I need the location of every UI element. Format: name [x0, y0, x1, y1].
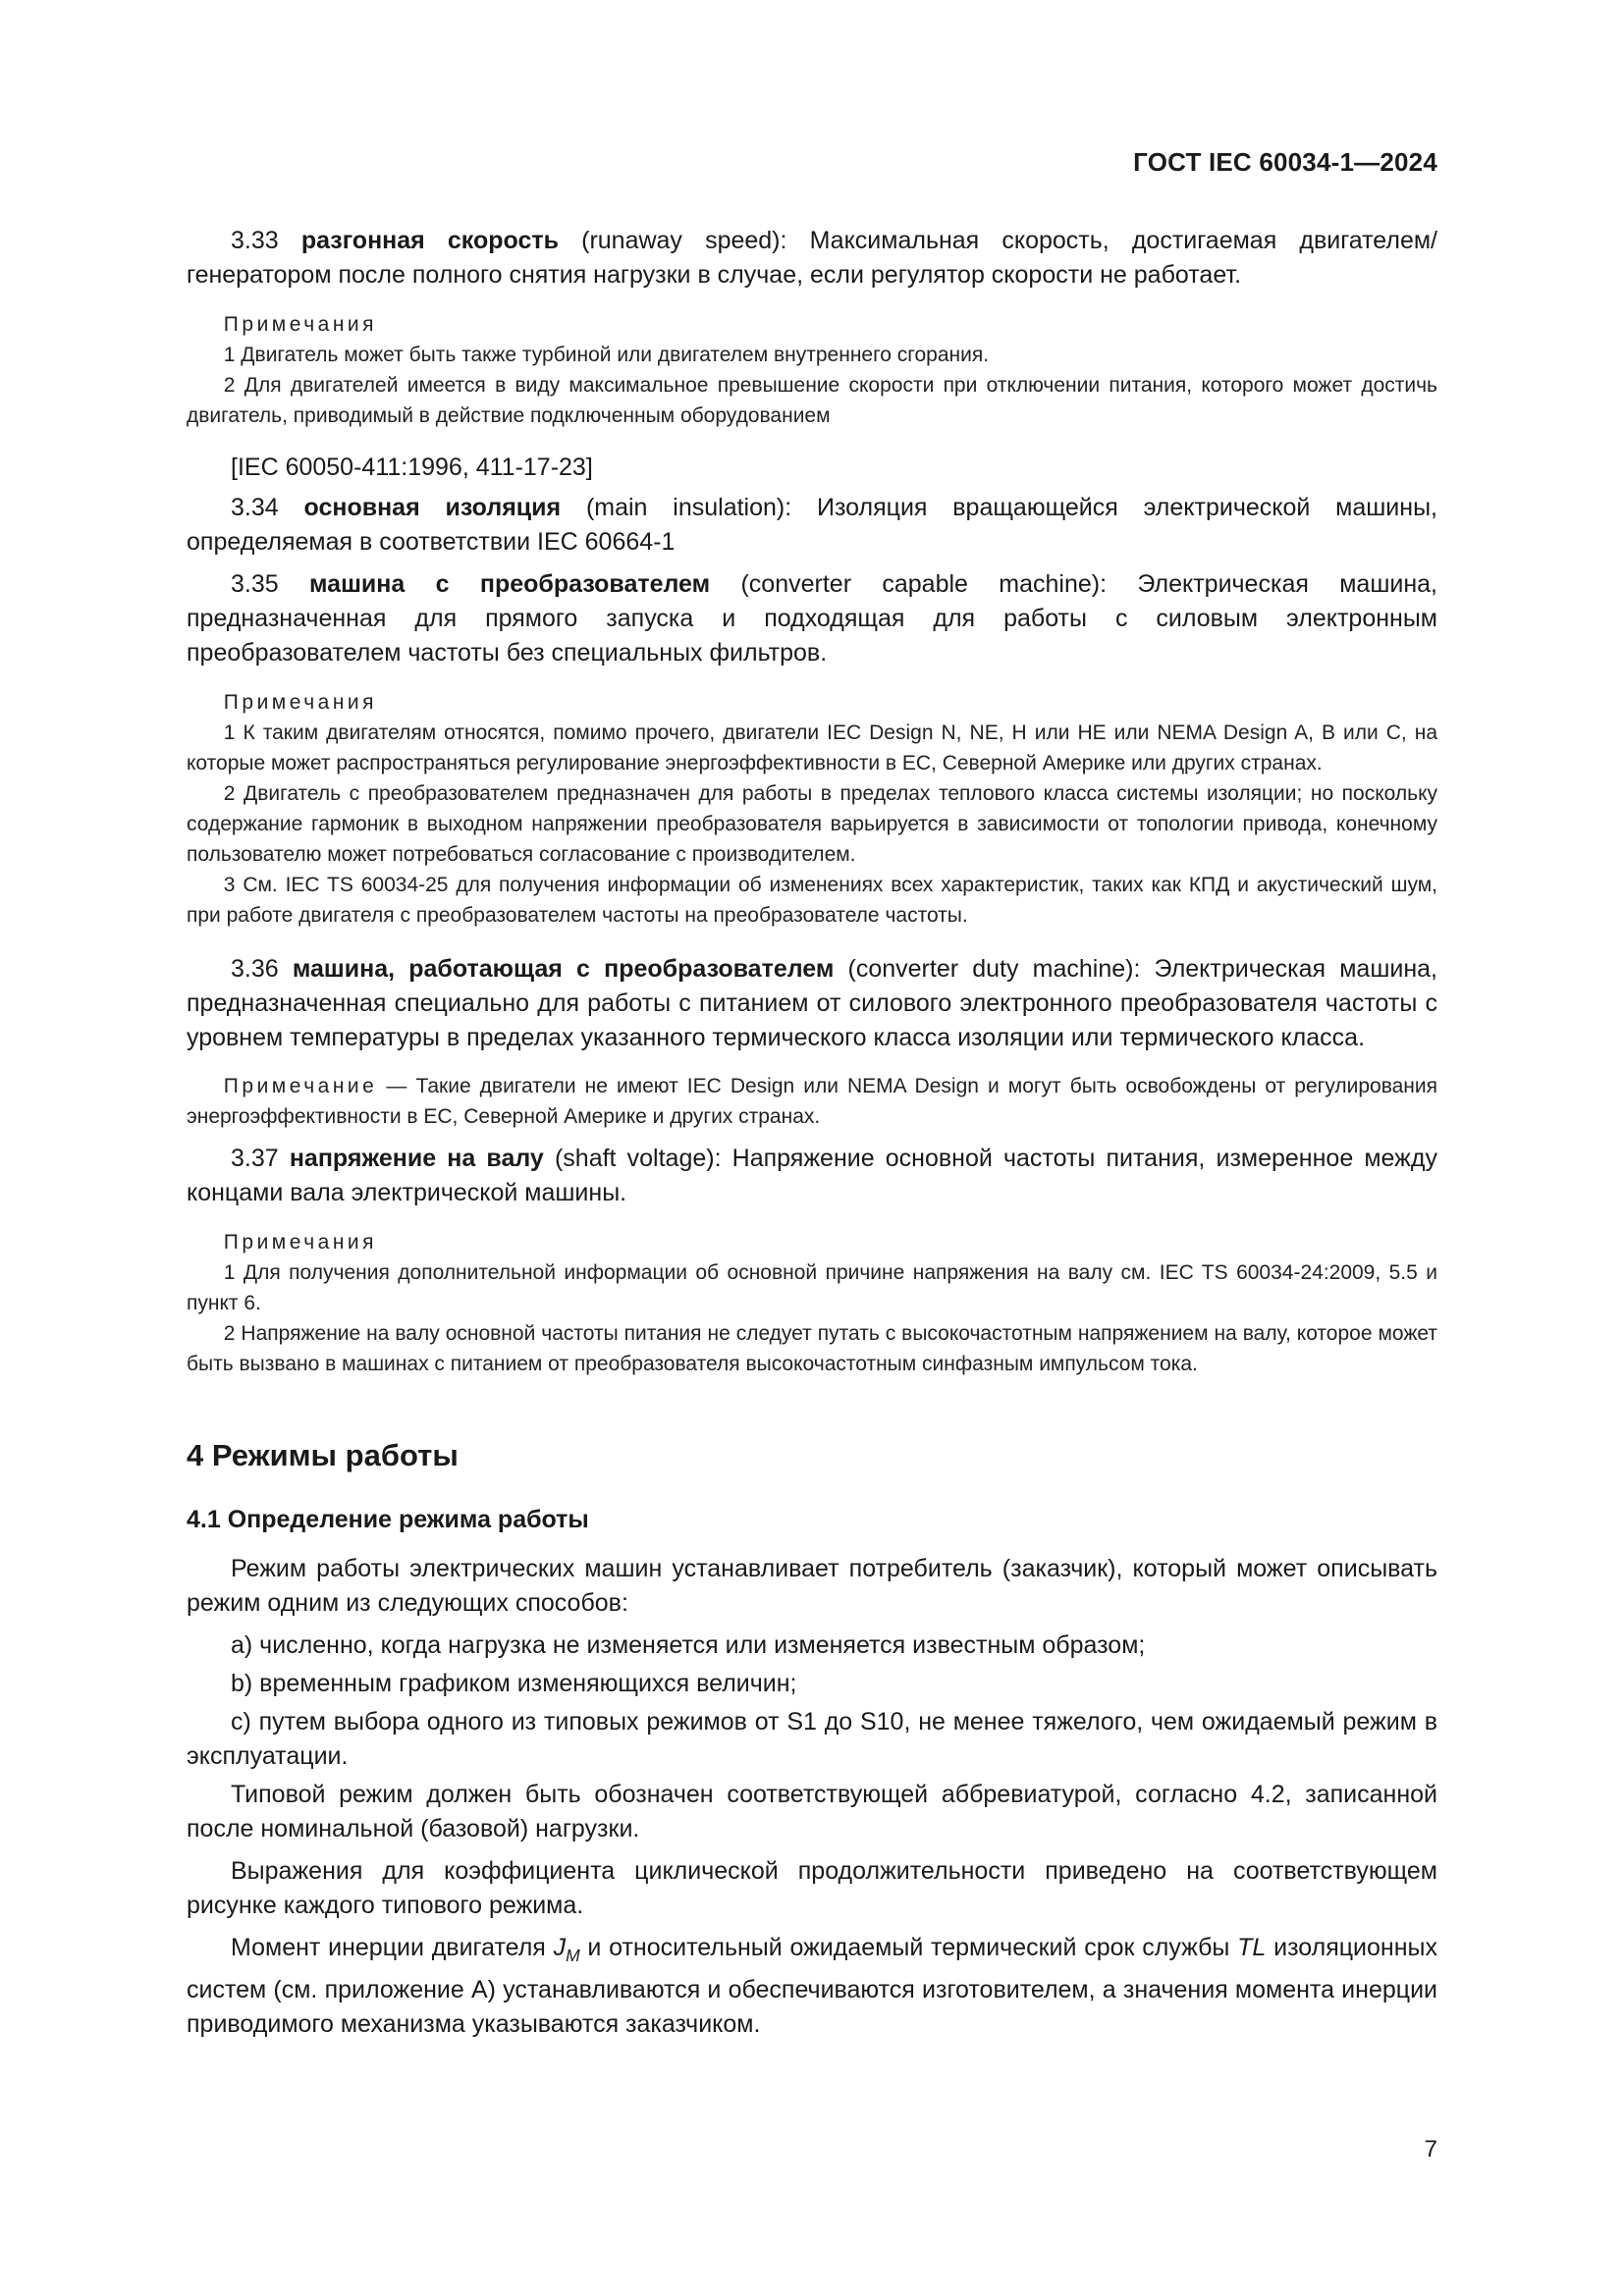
section-title: 4 Режимы работы — [187, 1438, 459, 1472]
term-name: машина, работающая с преобразователем — [292, 955, 835, 983]
note-item: 1 Двигатель может быть также турбиной или двигателем внутреннего сгорания. — [223, 344, 990, 366]
page-content — [187, 224, 1437, 2050]
reference: [IEC 60050-411:1996, 411-17-23] — [231, 454, 593, 481]
term-name: машина с преобразователем — [309, 570, 711, 598]
term-3-34: 3.34 основная изоляция (main insulation): Изоляция вращающейся электрической машины, определяемая в соответствии IEC 60664-1 — [187, 494, 1437, 556]
symbol-tl: TL — [1237, 1934, 1267, 1961]
note-item: 2 Для двигателей имеется в виду максимальное превышение скорости при отключении питания, которого может достичь двигатель, приводимый в действие подключенным оборудованием — [187, 374, 1437, 427]
body-paragraph: Выражения для коэффициента циклической продолжительности приведено на соответствующем рисунке каждого типового режима. — [187, 1857, 1437, 1919]
symbol-jm: $J_M$ — [553, 1934, 580, 1965]
term-3-33: 3.33 разгонная скорость (runaway speed): Максимальная скорость, достигаемая двигателем/генератором после полного снятия нагрузки в случае, если регулятор скорости не работает. — [187, 227, 1437, 289]
body-paragraph: Режим работы электрических машин устанавливает потребитель (заказчик), который может описывать режим одним из следующих способов: — [187, 1555, 1437, 1617]
note-label: Примечание — [223, 1075, 378, 1097]
note-item: 1 Для получения дополнительной информации об основной причине напряжения на валу см. IEC TS 60034-24:2009, 5.5 и пункт 6. — [187, 1261, 1437, 1314]
note-item: 2 Двигатель с преобразователем предназначен для работы в пределах теплового класса системы изоляции; но поскольку содержание гармоник в выходном напряжении преобразователя варьируется в зависимости от топологии привода, конечному пользователю может потребоваться согласование с производителем. — [187, 782, 1437, 866]
list-item: b) временным графиком изменяющихся величин; — [231, 1670, 797, 1697]
document-header: ГОСТ IEC 60034-1—2024 — [1133, 147, 1437, 177]
note-single: Примечание — Такие двигатели не имеют IEC Design или NEMA Design и могут быть освобождены от регулирования энергоэффективности в ЕС, Северной Америке и других странах. — [187, 1075, 1437, 1128]
term-3-35: 3.35 машина с преобразователем (converter capable machine): Электрическая машина, предназначенная для прямого запуска и подходящая для работы с силовым электронным преобразователем частоты без специальных фильтров. — [187, 570, 1437, 667]
page-number: 7 — [1424, 2136, 1437, 2163]
subsection-title: 4.1 Определение режима работы — [187, 1506, 589, 1533]
body-paragraph: Типовой режим должен быть обозначен соответствующей аббревиатурой, согласно 4.2, записанной после номинальной (базовой) нагрузки. — [187, 1781, 1437, 1842]
notes-heading: Примечания — [223, 1231, 378, 1254]
list-item: a) численно, когда нагрузка не изменяется или изменяется известным образом; — [231, 1631, 1146, 1659]
note-item: 1 К таким двигателям относятся, помимо прочего, двигатели IEC Design N, NE, H или HE или NEMA Design A, B или C, на которые может распространяться регулирование энергоэффективности в ЕС, Северной Америке или других странах. — [187, 721, 1437, 774]
term-name: напряжение на валу — [289, 1145, 544, 1172]
notes-heading: Примечания — [223, 691, 378, 714]
term-3-36: 3.36 машина, работающая с преобразователем (converter duty machine): Электрическая машина, предназначенная специально для работы с питанием от силового электронного преобразователя частоты с уровнем температуры в пределах указанного термического класса изоляции или термического класса. — [187, 955, 1438, 1051]
body-paragraph: Момент инерции двигателя $J_M$ и относительный ожидаемый термический срок службы TL изоляционных систем (см. приложение А) устанавливаются и обеспечиваются изготовителем, а значения момента инерции приводимого механизма указываются заказчиком. — [187, 1934, 1437, 2038]
term-name: основная изоляция — [303, 494, 562, 521]
note-item: 2 Напряжение на валу основной частоты питания не следует путать с высокочастотным напряжением на валу, которое может быть вызвано в машинах с питанием от преобразователя высокочастотным синфазным импульсом тока. — [187, 1322, 1437, 1375]
note-item: 3 См. IEC TS 60034-25 для получения информации об изменениях всех характеристик, таких как КПД и акустический шум, при работе двигателя с преобразователем частоты на преобразователе частоты. — [187, 874, 1437, 927]
term-name: разгонная скорость — [300, 227, 559, 254]
list-item: c) путем выбора одного из типовых режимов от S1 до S10, не менее тяжелого, чем ожидаемый режим в эксплуатации. — [187, 1708, 1437, 1770]
term-3-37: 3.37 напряжение на валу (shaft voltage): Напряжение основной частоты питания, измеренное между концами вала электрической машины. — [187, 1145, 1437, 1206]
notes-heading: Примечания — [223, 313, 378, 336]
